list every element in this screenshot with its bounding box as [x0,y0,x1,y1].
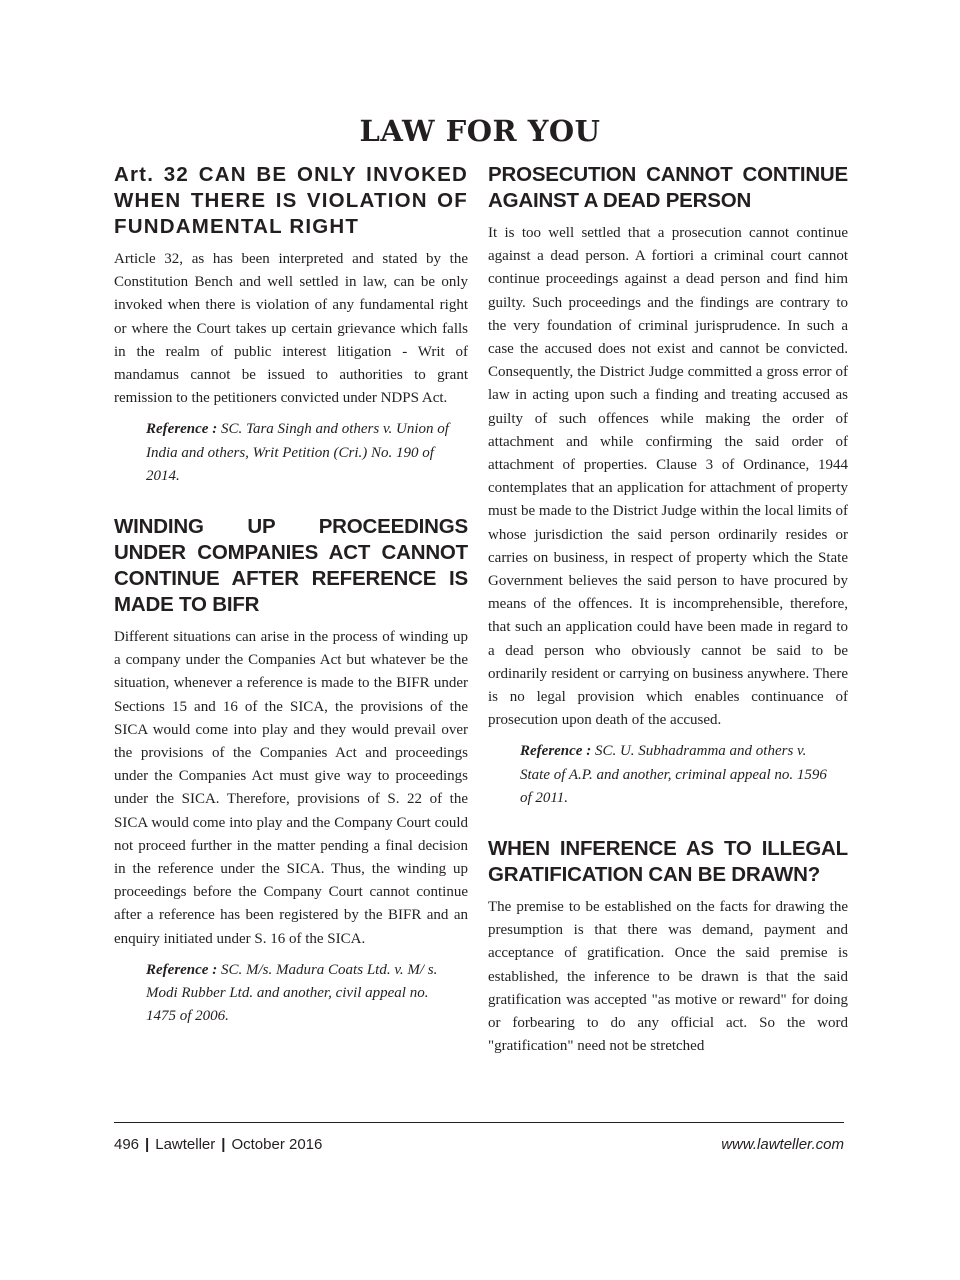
reference-label: Reference : [146,961,218,978]
reference-label: Reference : [520,743,592,760]
article-gratification [488,836,848,1058]
page-footer [114,1136,844,1158]
article-body: Different situations can arise in the process of winding up a company under the Companies Act but whatever be the situation, whenever a reference is made to the BIFR under Sections 15 and 16 of the SICA, the provisions of the SICA would come into play and they would prevail over the provisions of the Companies Act and proceedings under the Companies Act must give way to proceedings under the SICA. Therefore, provisions of S. 22 of the SICA would come into play and the Company Court could not proceed further in the matter pending a final decision in the reference under the SICA. Thus, the winding up proceedings before the Company Court cannot continue after a reference has been registered by the BIFR and an enquiry initiated under S. 16 of the SICA. [114,629,468,947]
article-heading: PROSECUTION CANNOT CONTINUE AGAINST A DEAD PERSON [488,163,848,212]
article-winding-up [114,514,468,1028]
reference-citation: SC. U. Subhadramma and others v. State of A.P. and another, criminal appeal no. 1596 of 2011. [520,743,827,806]
article-body: The premise to be established on the facts for drawing the presumption is that there was demand, payment and acceptance of gratification. Once the said premise is established, the inference to be drawn is that the said gratification was accepted "as motive or reward" for doing or forbearing to do any official act. So the word "gratification" need not be stretched [488,899,848,1055]
article-reference [146,418,452,488]
footer-left [114,1136,322,1153]
website-url: www.lawteller.com [721,1136,844,1153]
article-body: It is too well settled that a prosecution cannot continue against a dead person. A fortiori a criminal court cannot continue proceedings against a dead person and find him guilty. Such proceedings and the findings are contrary to the very foundation of criminal jurisprudence. In such a case the accused does not exist and cannot be convicted. Consequently, the District Judge committed a gross error of law in acting upon such a finding and treating accused as guilty of such offences while making the order of attachment and while confirming the said order of attachment of properties. Clause 3 of Ordinance, 1944 contemplates that an application for attachment of property must be made to the District Judge within the local limits of whose jurisdiction the said person ordinarily resides or carries on business, in respect of property which the State Government believes the said person to have procured by means of the offences. It is incomprehensible, therefore, that such an application could have been made in regard to a dead person who obviously cannot be said to be ordinarily resident or carrying on business anywhere. There is no legal provision which enables continuance of prosecution upon death of the accused. [488,225,848,729]
section-spacer [114,488,468,514]
footer-separator: | [145,1136,150,1153]
page-number: 496 [114,1136,140,1153]
reference-citation: SC. Tara Singh and others v. Union of India and others, Writ Petition (Cri.) No. 190 of 2014. [146,421,449,484]
article-art32 [114,162,468,488]
article-reference [520,740,832,810]
article-heading: WINDING UP PROCEEDINGS UNDER COMPANIES ACT CANNOT CONTINUE AFTER REFERENCE IS MADE TO BIFR [114,515,468,617]
left-column [114,162,468,1028]
section-spacer [488,810,848,836]
article-body: Article 32, as has been interpreted and stated by the Constitution Bench and well settled in law, can be only invoked when there is violation of any fundamental right or where the Court takes up certain grievance which falls in the realm of public interest litigation - Writ of mandamus cannot be issued to authorities to grant remission to the petitioners convicted under NDPS Act. [114,251,468,407]
issue-date: October 2016 [231,1136,323,1153]
article-reference [146,959,452,1029]
footer-separator: | [221,1136,226,1153]
article-heading: Art. 32 CAN BE ONLY INVOKED WHEN THERE IS VIOLATION OF FUNDAMENTAL RIGHT [114,163,468,238]
right-column [488,162,848,1059]
publication-name: Lawteller [155,1136,216,1153]
article-dead-person [488,162,848,810]
reference-citation: SC. M/s. Madura Coats Ltd. v. M/ s. Modi Rubber Ltd. and another, civil appeal no. 1475 of 2006. [146,961,438,1025]
footer-divider [114,1122,844,1123]
article-heading: WHEN INFERENCE AS TO ILLEGAL GRATIFICATION CAN BE DRAWN? [488,837,848,887]
page-masthead: LAW FOR YOU [359,114,601,148]
reference-label: Reference : [146,421,218,438]
